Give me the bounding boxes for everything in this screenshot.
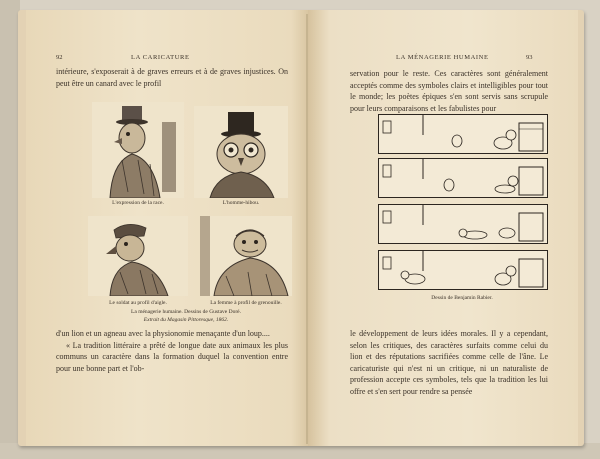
left-page-number: 92: [56, 54, 63, 61]
right-running-head: LA MÉNAGERIE HUMAINE: [396, 54, 489, 61]
illustration-frog-woman: [200, 216, 292, 308]
illustration-owl-man: [194, 106, 288, 210]
left-figure-caption-line-1: La ménagerie humaine. Dessins de Gustave Doré.: [131, 309, 241, 315]
illustration-frog-woman-drawing: [200, 216, 292, 296]
comic-panel-2: [378, 158, 548, 198]
left-page: [26, 10, 308, 446]
caption-race: L'expression de la race.: [112, 200, 164, 206]
comic-panel-3-drawing: [379, 205, 547, 243]
right-bottom-text: le développement de leurs idées morales. Il y a cependant, selon les critiques, des caractères surfaits comme celui du lion et des réputations sacrifiées comme celle de l'âne. Le caricaturiste qui n'est ni un critique, ni un naturaliste de profession accepte ces symboles, tels que la tradition les lui offre et s'en sert pour rendre sa pensée: [350, 329, 548, 396]
comic-panel-3: [378, 204, 548, 244]
comic-panel-4-drawing: [379, 251, 547, 289]
right-page: [308, 10, 578, 446]
left-figure-caption-line-2: Extrait du Magasin Pittoresque, 1862.: [143, 317, 229, 323]
right-figure-caption: Dessin de Benjamin Rabier.: [431, 295, 493, 301]
illustration-eagle-soldier: [88, 216, 188, 308]
right-top-text: servation pour le reste. Ces caractères sont généralement acceptés comme des symboles clairs et intelligibles pour tout le monde; les poètes épiques s'en sont servis sans scrupule pour leurs comparaisons et les fabulistes pour: [350, 69, 548, 113]
comic-panel-2-drawing: [379, 159, 547, 197]
caption-owl-man: L'homme-hibou.: [222, 200, 260, 206]
right-page-number: 93: [526, 54, 533, 61]
background-left-edge: [0, 0, 20, 459]
caption-eagle-soldier: Le soldat au profil d'aigle.: [109, 300, 167, 306]
comic-panel-1: [378, 114, 548, 154]
illustration-race-drawing: [92, 102, 184, 198]
illustration-eagle-soldier-drawing: [88, 216, 188, 296]
comic-panel-4: [378, 250, 548, 290]
caption-frog-woman: La femme à profil de grenouille.: [210, 300, 282, 306]
left-bottom-line: d'un lion et un agneau avec la physionomie menaçante d'un loup....: [56, 329, 270, 338]
left-running-head: LA CARICATURE: [131, 54, 190, 61]
left-bottom-paragraph: « La tradition littéraire a prêté de longue date aux animaux les plus communs un caractère dans la formation duquel la convention entre pour une bonne part et l'ob-: [56, 340, 288, 373]
open-book: [18, 10, 584, 446]
left-figure-caption: [86, 308, 286, 324]
left-top-text: intérieure, s'exposerait à de graves erreurs et à de graves injustices. On peut être un canard avec le profil: [56, 67, 288, 88]
illustration-owl-man-drawing: [194, 106, 288, 198]
left-bottom-text: [56, 328, 288, 374]
illustration-race: [92, 102, 184, 210]
comic-panel-1-drawing: [379, 115, 547, 153]
